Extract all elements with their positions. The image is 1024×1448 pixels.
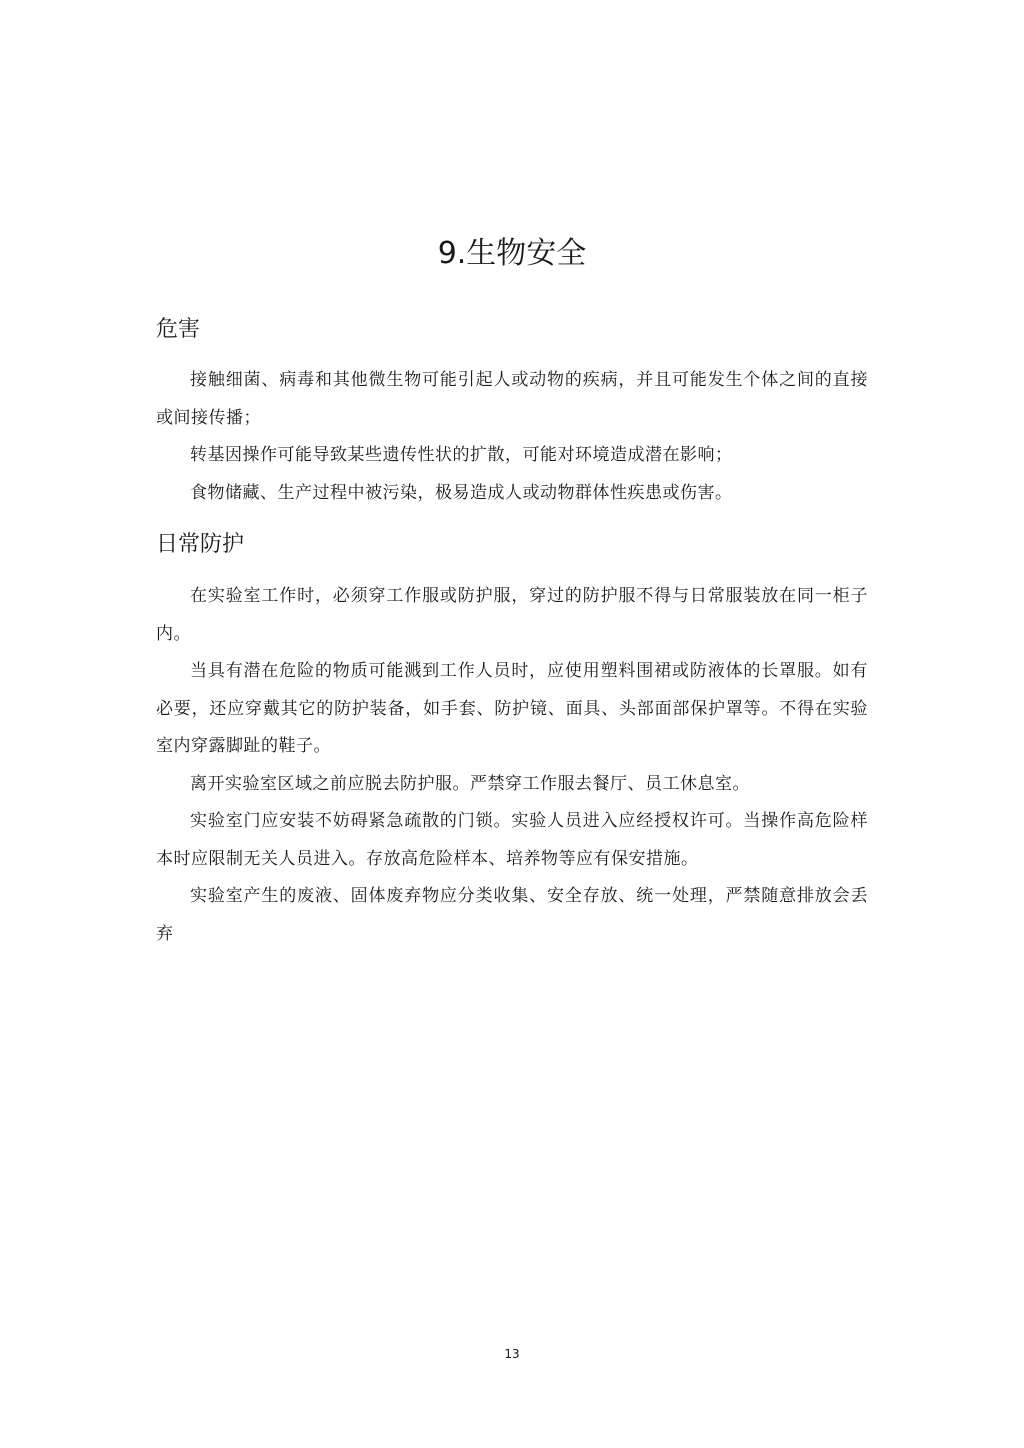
paragraph: 实验室门应安装不妨碍紧急疏散的门锁。实验人员进入应经授权许可。当操作高危险样本时应限制无关人员进入。存放高危险样本、培养物等应有保安措施。 — [156, 811, 868, 869]
paragraph: 接触细菌、病毒和其他微生物可能引起人或动物的疾病，并且可能发生个体之间的直接或间接传播； — [156, 370, 868, 428]
chapter-title: 9.生物安全 — [437, 236, 587, 271]
paragraph: 在实验室工作时，必须穿工作服或防护服，穿过的防护服不得与日常服装放在同一柜子内。 — [156, 586, 868, 644]
paragraph: 当具有潜在危险的物质可能溅到工作人员时，应使用塑料围裙或防液体的长罩服。如有必要，还应穿戴其它的防护装备，如手套、防护镜、面具、头部面部保护罩等。不得在实验室内穿露脚趾的鞋子。 — [156, 661, 868, 756]
page-number: 13 — [504, 1347, 520, 1361]
paragraph: 食物储藏、生产过程中被污染，极易造成人或动物群体性疾患或伤害。 — [190, 482, 733, 503]
section-heading-hazards: 危害 — [156, 317, 201, 342]
paragraph: 实验室产生的废液、固体废弃物应分类收集、安全存放、统一处理，严禁随意排放会丢弃 — [156, 886, 868, 944]
paragraph: 转基因操作可能导致某些遗传性状的扩散，可能对环境造成潜在影响； — [190, 445, 733, 465]
section-body-daily-protection — [156, 578, 868, 953]
section-body-hazards — [156, 362, 868, 512]
paragraph: 离开实验室区域之前应脱去防护服。严禁穿工作服去餐厅、员工休息室。 — [190, 773, 750, 794]
section-heading-daily-protection: 日常防护 — [156, 532, 245, 557]
